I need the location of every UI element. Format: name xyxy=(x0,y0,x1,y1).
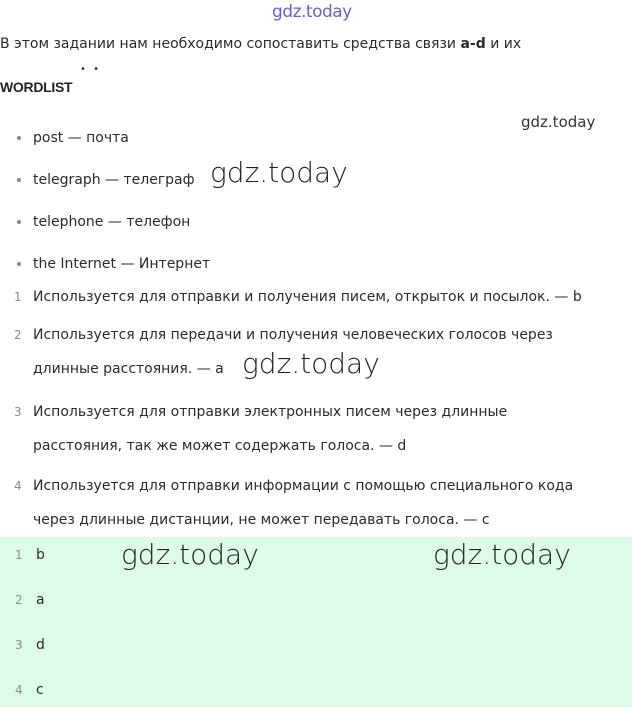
answer-line: через длинные дистанции, не может передавать голоса. — c xyxy=(33,512,490,528)
wordlist-item xyxy=(0,204,210,246)
answer-item xyxy=(0,395,632,469)
answer-line: Используется для передачи и получения человеческих голосов через xyxy=(33,327,553,343)
final-number: 3 xyxy=(15,638,23,652)
watermark-3: gdz.today xyxy=(121,538,259,571)
final-value: b xyxy=(36,547,45,563)
bullet-icon xyxy=(17,220,21,224)
intro-after: и их xyxy=(485,36,522,52)
watermark-4: gdz.today xyxy=(433,538,571,571)
answer-line: Используется для отправки информации с помощью специального кода xyxy=(33,478,574,494)
answer-line: длинные расстояния. — a xyxy=(33,361,224,377)
answer-item xyxy=(0,280,632,318)
intro-before: В этом задании нам необходимо сопоставить средства связи xyxy=(0,36,461,52)
bullet-icon xyxy=(17,136,21,140)
answers-list xyxy=(0,280,632,549)
intro-text xyxy=(0,34,521,54)
wordlist xyxy=(0,120,210,288)
watermark-1: gdz.today xyxy=(210,156,348,189)
answer-number: 2 xyxy=(14,328,22,342)
wordlist-item-text: the Internet — Интернет xyxy=(33,256,211,272)
bullet-icon xyxy=(17,262,21,266)
final-value: a xyxy=(36,592,45,608)
wordlist-item xyxy=(0,162,210,204)
watermark-top: gdz.today xyxy=(272,2,352,22)
watermark-2: gdz.today xyxy=(242,347,380,380)
final-number: 4 xyxy=(15,683,23,697)
answer-number: 1 xyxy=(14,290,22,304)
final-value: c xyxy=(36,682,44,698)
answer-text: Используется для отправки и получения писем, открыток и посылок. — b xyxy=(33,289,582,305)
final-row xyxy=(0,672,632,717)
answer-number: 4 xyxy=(14,479,22,493)
cutoff-marks: • • xyxy=(80,64,101,75)
answer-line: Используется для отправки электронных писем через длинные xyxy=(33,404,508,420)
wordlist-item-text: telephone — телефон xyxy=(33,214,191,230)
watermark-right: gdz.today xyxy=(521,113,596,131)
intro-bold: a-d xyxy=(460,36,486,52)
wordlist-item-text: telegraph — телеграф xyxy=(33,172,195,188)
final-row xyxy=(0,627,632,672)
bullet-icon xyxy=(17,178,21,182)
answer-line: расстояния, так же может содержать голоса. — d xyxy=(33,438,407,454)
wordlist-item-text: post — почта xyxy=(33,130,129,146)
wordlist-heading: WORDLIST xyxy=(0,79,73,95)
final-row xyxy=(0,582,632,627)
final-number: 2 xyxy=(15,593,23,607)
final-value: d xyxy=(36,637,45,653)
final-number: 1 xyxy=(15,548,23,562)
answer-number: 3 xyxy=(14,405,22,419)
wordlist-item xyxy=(0,120,210,162)
